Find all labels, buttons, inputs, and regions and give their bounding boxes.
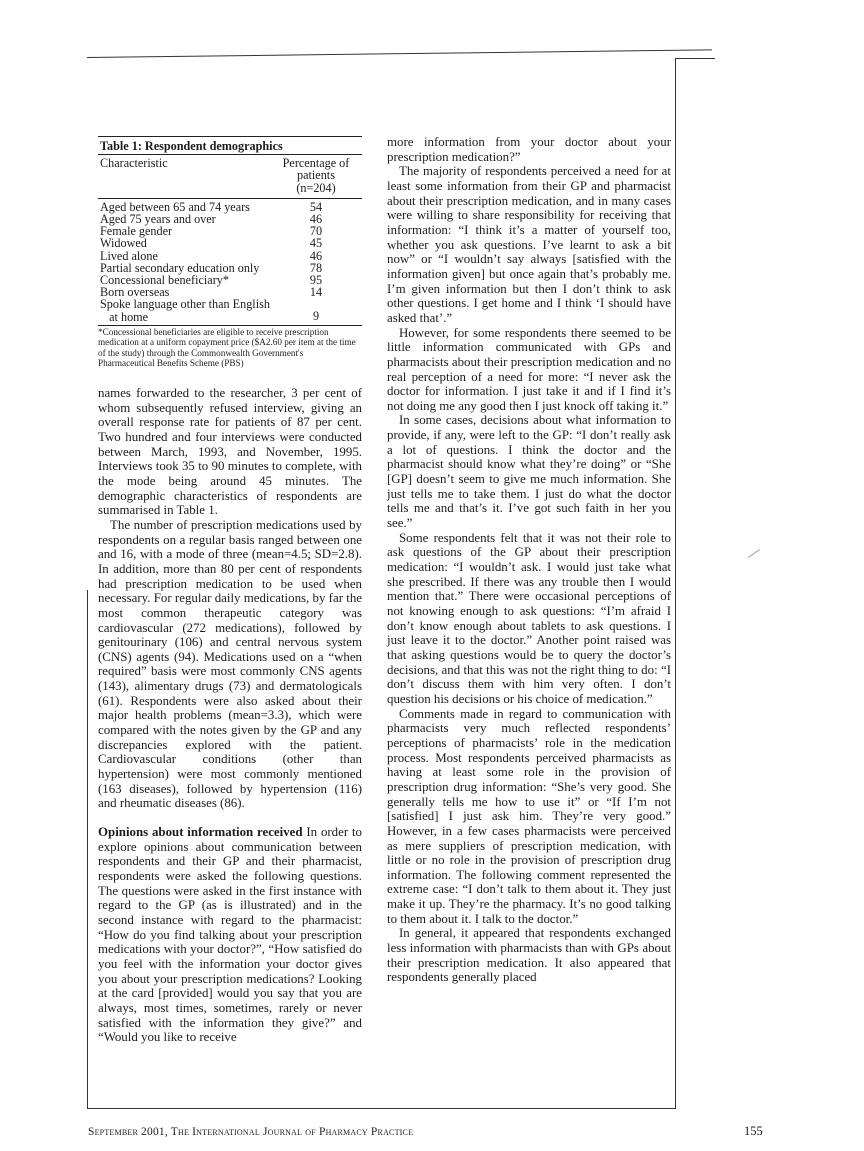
table-row: Spoke language other than English at home 9 bbox=[100, 297, 320, 324]
paragraph: However, for some respondents there seemed to be little information communicated with GPs and pharmacists about their prescription medication and no real perception of a need for more: “I never ask the doctor for information. I just take it and if I find it’s not doing me any good then I just knock off taking it.” bbox=[387, 325, 671, 413]
table-row: Aged 75 years and over 46 bbox=[100, 212, 323, 227]
table-title: Table 1: Respondent demographics bbox=[98, 137, 362, 155]
frame-line-top bbox=[87, 49, 712, 58]
paragraph: Opinions about information received In order to explore opinions about communication between respondents and their GP and their pharmacist, respondents were asked the following questions. The questions were asked in the first instance with regard to the GP (as is illustrated) and in the second instance with regard to the pharmacist: “How do you find talking about your prescription medications with your doctor?”, “How satisfied do you feel with the information your doctor gives you about your prescription medications? Looking at the card [provided] would you say that you are always, most times, sometimes, rarely or never satisfied with the information they give?” and “Would you like to receive bbox=[98, 825, 362, 1045]
table-header-percentage: Percentage of patients (n=204) bbox=[282, 156, 350, 195]
margin-mark bbox=[748, 549, 760, 558]
table-header-characteristic: Characteristic bbox=[100, 156, 168, 171]
paragraph: The number of prescription medications used by respondents on a regular basis ranged between one and 16, with a mode of three (mean=4.5; SD=2.8). In addition, more than 80 per cent of respondents had prescription medication to be used when necessary. For regular daily medications, by far the most common therapeutic category was cardiovascular (272 medications), followed by genitourinary (106) and central nervous system (CNS) agents (94). Medications used on a “when required” basis were most commonly CNS agents (143), alimentary drugs (73) and dermatologicals (61). Respondents were also asked about their major health problems (mean=3.3), which were compared with the notes given by the GP and any discrepancies explored with the patient. Cardiovascular conditions (other than hypertension) were most commonly mentioned (163 diseases), followed by hypertension (116) and rheumatic diseases (86). bbox=[98, 517, 362, 811]
table-header bbox=[98, 155, 362, 199]
section-subheading: Opinions about information received bbox=[98, 825, 303, 840]
left-column bbox=[98, 386, 362, 1045]
frame-line-left bbox=[87, 590, 88, 1108]
running-footer: September 2001, The International Journal of Pharmacy Practice bbox=[88, 1126, 414, 1138]
table-row: Partial secondary education only 78 bbox=[100, 260, 323, 275]
frame-line-top-right bbox=[675, 58, 715, 59]
table-body bbox=[98, 199, 362, 326]
frame-line-bottom bbox=[87, 1108, 676, 1109]
table-row: Aged between 65 and 74 years 54 bbox=[100, 199, 323, 214]
table-footnote: *Concessional beneficiaries are eligible to receive prescription medication at a uniform copayment price ($A2.60 per item at the time of the study) through the Commonwealth Government's Pharmaceutical Benefits Scheme (PBS) bbox=[98, 327, 356, 369]
demographics-table bbox=[98, 136, 362, 326]
paragraph: Comments made in regard to communication with pharmacists very much reflected respondents’ perceptions of pharmacists’ role in the medication process. Most respondents perceived pharmacists as having at least some role in the provision of prescription drug information: “She’s very good. She generally tells me how to use it” or “If I’m not [satisfied] I just ask him. They’re very good.” However, in a few cases pharmacists were perceived as mere suppliers of prescription medication, with little or no role in the provision of prescription drug information. The following comment represented the extreme case: “I don’t talk to them about it. They just make it up. They’re the pharmacy. It’s no good talking to them about it. I talk to the doctor.” bbox=[387, 706, 671, 926]
table-row: Widowed 45 bbox=[100, 236, 323, 251]
page-number: 155 bbox=[744, 1124, 763, 1138]
paragraph: In general, it appeared that respondents exchanged less information with pharmacists than with GPs about their prescription medication. It also appeared that respondents generally placed bbox=[387, 926, 671, 985]
frame-line-right bbox=[675, 58, 676, 1108]
paragraph: Some respondents felt that it was not their role to ask questions of the GP about their prescription medication: “I wouldn’t ask. I would just take what she prescribed. If there was any trouble then I would mention that.” There were occasional perceptions of not knowing enough to ask questions: “I’m afraid I don’t know enough about tablets to ask questions. I just leave it to the doctor.” Another point raised was that asking questions would be to query the doctor’s decisions, and that this was not the right thing to do: “I don’t discuss them with him very often. I don’t question his decisions or his choice of medication.” bbox=[387, 530, 671, 706]
paragraph: The majority of respondents perceived a need for at least some information from their GP and pharmacist about their prescription medication, and in many cases were willing to share responsibility for receiving that information: “I think it’s a matter of yourself too, whether you ask questions. I’ve learnt to ask a bit now” or “I wouldn’t say always [satisfied with the information given] but once again that’s probably me. I’m given information but then I don’t think to ask other questions. I get home and I think ‘I should have asked that’.” bbox=[387, 164, 671, 325]
table-row: Lived alone 46 bbox=[100, 248, 323, 263]
table-row: Concessional beneficiary* 95 bbox=[100, 273, 323, 288]
paragraph: more information from your doctor about your prescription medication?” bbox=[387, 135, 671, 164]
paragraph: In some cases, decisions about what information to provide, if any, were left to the GP: “I don’t really ask a lot of questions. I think the doctor and the pharmacist should know what they’re doing” or “She [GP] doesn’t seem to give me much information. She just tells me to take them. I just do what the doctor tells me and that’s it. I’ve got such faith in her you see.” bbox=[387, 413, 671, 531]
paragraph: names forwarded to the researcher, 3 per cent of whom subsequently refused interview, giving an overall response rate for patients of 87 per cent. Two hundred and four interviews were conducted between March, 1993, and November, 1995. Interviews took 35 to 90 minutes to complete, with the mode being around 45 minutes. The demographic characteristics of respondents are summarised in Table 1. bbox=[98, 386, 362, 518]
table-row: Female gender 70 bbox=[100, 224, 323, 239]
table-row: Born overseas 14 bbox=[100, 285, 323, 300]
right-column bbox=[387, 135, 671, 985]
